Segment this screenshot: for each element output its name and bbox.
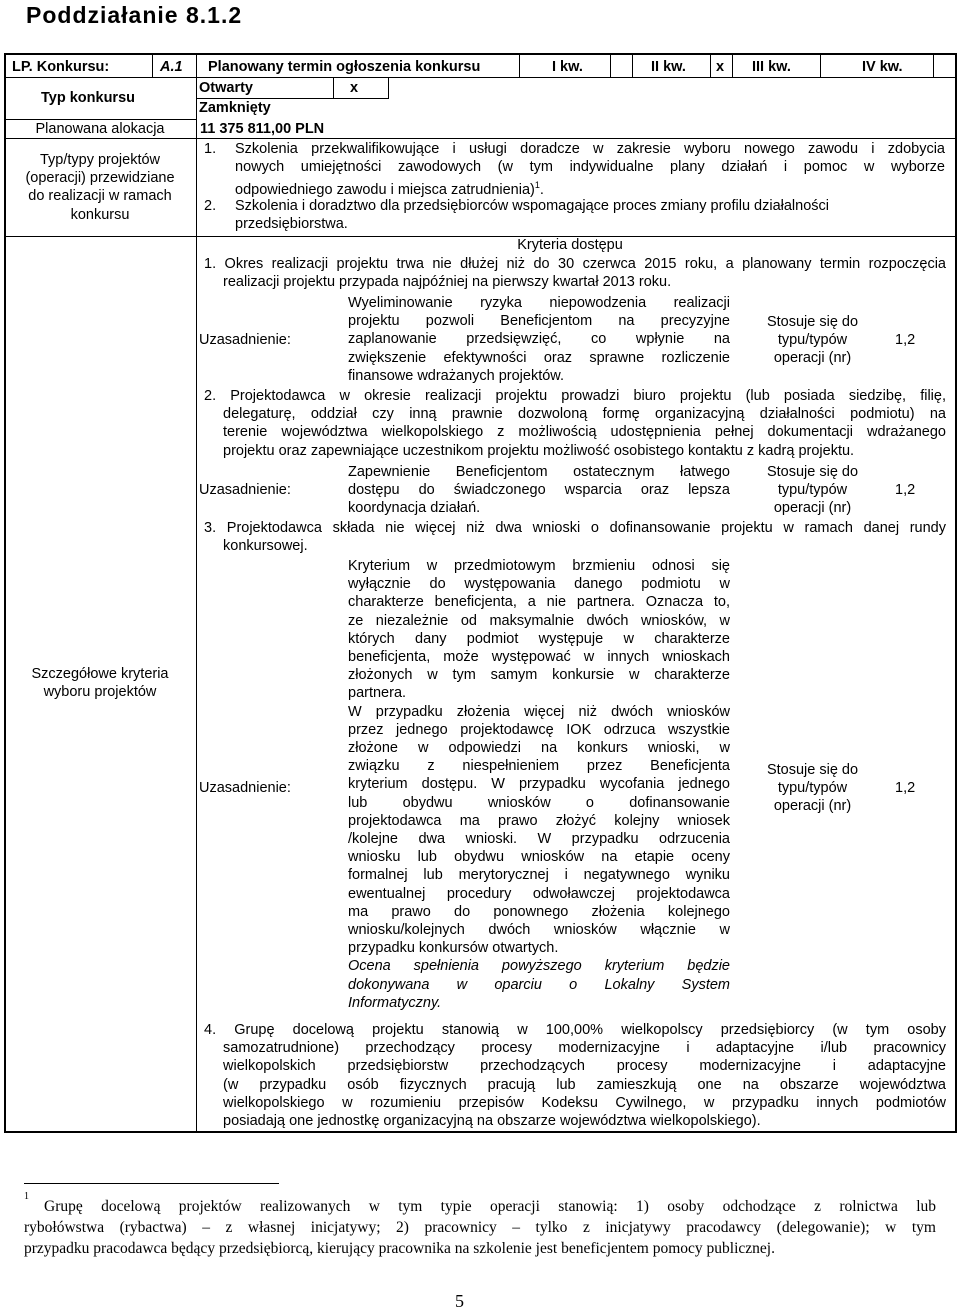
justification-line: złożone w odpowiedzi na konkurs wnioski, w <box>348 740 730 757</box>
typ-item-line: przedsiębiorstwa. <box>235 216 348 233</box>
criterion-line: samozatrudnione) przechodzący procesy modernizacyjne i adaptacyjne i/lub pracownicy <box>223 1040 946 1057</box>
typ-item-number: 2. <box>204 198 217 214</box>
alokacja-label: Planowana alokacja <box>35 121 165 137</box>
typ-item-tail: . <box>539 182 544 199</box>
footnote-line: rybołówstwa (rybactwa) – z własnej inicjatywy; 2) pracownicy – tylko z inicjatywy pracodawcy (delegowanie); w tym <box>24 1219 936 1236</box>
criterion-2-justification <box>348 463 730 518</box>
justification-line: których dany podmiot występuje w charakterze <box>348 630 730 647</box>
q4-label: IV kw. <box>862 59 903 75</box>
justification-line: Wyeliminowanie ryzyka niepowodzenia realizacji <box>348 295 730 311</box>
justification-line: kryterium dostępu. W przypadku wycofania jednego <box>348 776 730 793</box>
kryteria-label <box>4 665 196 701</box>
justification-line: lub obydwu wniosków o dofinansowanie <box>348 794 730 811</box>
criterion-1-text <box>204 255 946 291</box>
justification-line: zwiększenie efektywności oraz sprawne rozliczenie <box>348 349 730 366</box>
criterion-line: realizacji projektu przypada najpóźniej na pierwszy kwartał 2013 roku. <box>223 274 672 291</box>
criterion-3-justification <box>348 557 730 1012</box>
criterion-1-applies <box>745 313 880 368</box>
justification-line: Zapewnienie Beneficjentom ostatecznym łatwego <box>348 464 730 480</box>
criterion-1-nr: 1,2 <box>895 332 916 348</box>
justification-line: koordynacja działań. <box>348 500 481 517</box>
applies-line: Stosuje się do <box>766 314 859 330</box>
typy-label-line: konkursu <box>70 206 130 223</box>
applies-line: typu/typów <box>777 780 848 797</box>
criterion-line: wielkopolskiego w rozumieniu przepisów Kodeksu Cywilnego, w przypadku innych podmiotów <box>223 1094 946 1111</box>
justification-line: złożonych w tym samym konkursie w charakterze <box>348 667 730 684</box>
alokacja-value: 11 375 811,00 PLN <box>200 121 325 137</box>
applies-line: typu/typów <box>777 332 848 349</box>
justification-line: projektu pozwoli Beneficjentom na precyzyjne <box>348 313 730 330</box>
applies-line: Stosuje się do <box>766 464 859 480</box>
criterion-line: 1. Okres realizacji projektu trwa nie dłużej niż do 30 czerwca 2015 roku, a planowany termin rozpoczęcia <box>204 256 946 272</box>
footnote-separator <box>24 1183 279 1184</box>
termin-label: Planowany termin ogłoszenia konkursu <box>208 59 481 75</box>
criterion-2-applies <box>745 463 880 518</box>
criterion-4-text <box>204 1021 946 1130</box>
criterion-line: 3. Projektodawca składa nie więcej niż dwa wnioski o dofinansowanie projektu w ramach danej rundy <box>204 520 946 536</box>
justification-line: ma prawo do ponownego złożenia kolejnego <box>348 903 730 920</box>
q2-label: II kw. <box>651 59 686 75</box>
justification-italic-line: dokonywana w oparciu o Lokalny System <box>348 976 730 993</box>
applies-line: typu/typów <box>777 482 848 499</box>
typy-label <box>4 151 196 224</box>
typy-label-line: do realizacji w ramach <box>28 188 172 205</box>
justification-line: projektodawca ma prawo złożyć kolejny wniosek <box>348 812 730 829</box>
justification-line: przez jednego projektodawcę IOK odrzuca wszystkie <box>348 721 730 738</box>
justification-line: wyłącznie do występowania danego podmiotu w <box>348 576 730 593</box>
typ-konkursu-label: Typ konkursu <box>41 90 135 106</box>
criterion-line: delegaturę, oddział czy inną prawnie dozwoloną formę organizacyjną działalności podmiotu) na <box>223 406 946 423</box>
typy-label-line: Typ/typy projektów <box>39 152 161 168</box>
q2-mark: x <box>716 59 725 75</box>
criterion-line: (w przypadku osób fizycznych pracują lub zamieszkują one na obszarze województwa <box>223 1076 946 1093</box>
typ-item-line: Szkolenia i doradztwo dla przedsiębiorców wspomagające proces zmiany profilu działalności <box>235 198 829 214</box>
justification-line: beneficjenta, może występować w innych wnioskach <box>348 649 730 666</box>
criterion-line: konkursowej. <box>223 538 308 555</box>
zamkniety-label: Zamknięty <box>199 100 271 116</box>
justification-line: charakterze beneficjenta, a nie partnera. Oznacza to, <box>348 594 730 611</box>
criterion-line: 2. Projektodawca w okresie realizacji projektu prowadzi biuro projektu (lub posiada siedzibę, filię, <box>204 388 946 404</box>
typ-item-line: odpowiedniego zawodu i miejsca zatrudnienia) <box>235 182 535 199</box>
footnote-ref[interactable]: 1 <box>534 180 540 191</box>
q1-label: I kw. <box>552 59 583 75</box>
uzasadnienie-label: Uzasadnienie: <box>199 780 291 796</box>
otwarty-label: Otwarty <box>199 80 253 96</box>
justification-line: dostępu do świadczonego wsparcia oraz lepsza <box>348 482 730 499</box>
criterion-2-text <box>204 387 946 460</box>
criterion-3-applies <box>745 761 880 816</box>
criterion-3-text <box>204 519 946 555</box>
footnote-marker: 1 <box>24 1191 29 1202</box>
kryteria-label-line: Szczegółowe kryteria <box>31 666 169 682</box>
typy-label-line: (operacji) przewidziane <box>25 170 175 187</box>
criterion-line: 4. Grupę docelową projektu stanowią w 100,00% wielkopolscy przedsiębiorcy (w tym osoby <box>204 1022 946 1038</box>
justification-line: formalnej lub merytorycznej i negatywnego wyniku <box>348 867 730 884</box>
lp-value: A.1 <box>160 59 183 75</box>
uzasadnienie-label: Uzasadnienie: <box>199 332 291 348</box>
criterion-3-nr: 1,2 <box>895 780 916 796</box>
applies-line: operacji (nr) <box>773 798 852 815</box>
kryteria-label-line: wyboru projektów <box>43 684 157 701</box>
justification-line: ze niezależnie od maksymalnie dwóch wniosków, w <box>348 612 730 629</box>
typ-item-line: nowych umiejętności zawodowych (w tym indywidualne plany działań i pomoc w wyborze <box>235 159 945 176</box>
typ-item-number: 1. <box>204 141 217 157</box>
uzasadnienie-label: Uzasadnienie: <box>199 482 291 498</box>
justification-line: W przypadku złożenia więcej niż dwóch wniosków <box>348 703 730 720</box>
lp-label: LP. Konkursu: <box>12 59 110 75</box>
page-number: 5 <box>455 1291 464 1311</box>
criterion-1-justification <box>348 294 730 385</box>
applies-line: operacji (nr) <box>773 350 852 367</box>
applies-line: operacji (nr) <box>773 500 852 517</box>
otwarty-mark: x <box>350 80 359 96</box>
page-title: Poddziałanie 8.1.2 <box>26 2 243 28</box>
justification-line: wniosku/kolejnych dwóch wniosków włącznie w <box>348 922 730 939</box>
typ-item-line: Szkolenia przekwalifikowujące i usługi doradcze w zakresie wyboru nowego zawodu i zdobycia <box>235 141 945 157</box>
applies-line: Stosuje się do <box>766 762 859 778</box>
justification-line: wniosku lub obydwu wniosków na etapie oceny <box>348 849 730 866</box>
criterion-line: terenie województwa wielkopolskiego z możliwością udostępnienia pełnej dokumentacji wdrażanego <box>223 424 946 441</box>
justification-line: zaplanowanie przedsięwzięć, co wpłynie na <box>348 331 730 348</box>
q3-label: III kw. <box>752 59 791 75</box>
criterion-line: posiadają one jednostkę organizacyjną na obszarze województwa wielkopolskiego). <box>223 1113 761 1130</box>
criterion-line: projektu oraz zapewniające uczestnikom projektu możliwość osobistego kontaktu z kadrą projektu. <box>223 442 855 459</box>
justification-line: /kolejne dwa wnioski. W przypadku odrzucenia <box>348 831 730 848</box>
justification-line: Kryterium w przedmiotowym brzmieniu odnosi się <box>348 558 730 574</box>
justification-line: ewentualnej procedury odwoławczej projektodawca <box>348 885 730 902</box>
criterion-2-nr: 1,2 <box>895 482 916 498</box>
justification-line: finansowe wdrażanych projektów. <box>348 367 565 384</box>
justification-line: związku z niespełnieniem przez Beneficjenta <box>348 758 730 775</box>
footnote <box>24 1188 936 1259</box>
kryteria-heading: Kryteria dostępu <box>517 237 623 253</box>
footnote-line: Grupę docelową projektów realizowanych w tym typie operacji stanowią: 1) osoby odchodzące z rolnictwa lub <box>44 1198 936 1215</box>
justification-line: przypadku konkursów otwartych. <box>348 940 559 957</box>
justification-italic-line: Informatyczny. <box>348 994 442 1011</box>
criterion-line: wielkopolskich przedsiębiorstw przechodzących procesy modernizacyjne i adaptacyjne <box>223 1058 946 1075</box>
justification-italic-line: Ocena spełnienia powyższego kryterium będzie <box>348 958 730 975</box>
footnote-line: przypadku pracodawca będący przedsiębiorcą, kierujący pracownika na szkolenie jest beneficjentem pomocy publicznej. <box>24 1240 775 1257</box>
justification-line: partnera. <box>348 685 407 702</box>
